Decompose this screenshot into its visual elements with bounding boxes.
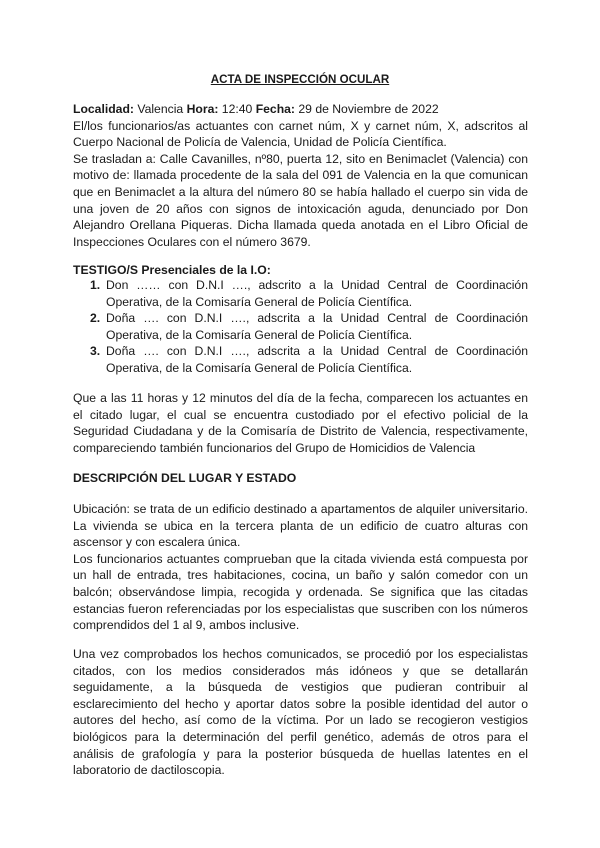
- list-item: [73, 277, 528, 310]
- hora-label: Hora:: [186, 102, 219, 116]
- hora-value: 12:40: [218, 102, 256, 116]
- descripcion-heading: DESCRIPCIÓN DEL LUGAR Y ESTADO: [73, 471, 297, 485]
- list-item-number: 1.: [90, 278, 101, 292]
- comparecencia-paragraph: Que a las 11 horas y 12 minutos del día de la fecha, comparecen los actuantes en el citado lugar, el cual se encuentra custodiado por el efectivo policial de la Seguridad Ciudadana y de la Comisaría de Distrito de Valencia, respectivamente, compareciendo también funcionarios del Grupo de Homicidios de Valencia: [73, 391, 528, 455]
- meta-block: [73, 101, 528, 250]
- meta-line: [73, 101, 528, 118]
- list-item-text: Doña …. con D.N.I …., adscrita a la Unidad Central de Coordinación Operativa, de la Comisaría General de Policía Científica.: [106, 311, 528, 342]
- testigos-list: [73, 277, 528, 377]
- localidad-label: Localidad:: [73, 102, 134, 116]
- vestigios-block: [73, 646, 528, 779]
- traslado-paragraph: Se trasladan a: Calle Cavanilles, nº80, puerta 12, sito en Benimaclet (Valencia) con motivo de: llamada procedente de la sala del 091 de Valencia en la que comunican que en Benimaclet a la altura del número 80 se había hallado el cuerpo sin vida de una joven de 20 años con signos de intoxicación aguda, denunciado por Don Alejandro Orellana Piqueras. Dicha llamada queda anotada en el Libro Oficial de Inspecciones Oculares con el número 3679.: [73, 151, 528, 249]
- list-item-text: Doña …. con D.N.I …., adscrita a la Unidad Central de Coordinación Operativa, de la Comisaría General de Policía Científica.: [106, 344, 528, 375]
- funcionarios-paragraph: El/los funcionarios/as actuantes con carnet núm, X y carnet núm, X, adscritos al Cuerpo Nacional de Policía de Valencia, Unidad de Policía Científica.: [73, 118, 528, 150]
- list-item-number: 2.: [90, 311, 101, 326]
- comparecencia-block: [73, 390, 528, 456]
- fecha-value: 29 de Noviembre de 2022: [294, 102, 439, 116]
- testigos-heading: TESTIGO/S Presenciales de la I.O:: [73, 263, 271, 277]
- list-item: [73, 310, 528, 343]
- vestigios-paragraph: Una vez comprobados los hechos comunicados, se procedió por los especialistas citados, con los medios considerados más idóneos y que se detallarán seguidamente, a la búsqueda de vestigios que pudieran contribuir al esclarecimiento del hecho y aportar datos sobre la posible identidad del autor o autores del hecho, así como de la víctima. Por un lado se recogieron vestigios biológicos para la determinación del perfil genético, además de otros para el análisis de grafología y para la posterior búsqueda de huellas latentes en el laboratorio de dactiloscopia.: [73, 647, 528, 778]
- list-item-text: Don …… con D.N.I …., adscrito a la Unidad Central de Coordinación Operativa, de la Comisaría General de Policía Científica.: [106, 278, 528, 309]
- ubicacion-paragraph: Ubicación: se trata de un edificio destinado a apartamentos de alquiler universitario. La vivienda se ubica en la tercera planta de un edificio de cuatro alturas con ascensor y con escalera única.: [73, 502, 528, 550]
- list-item-number: 3.: [90, 344, 101, 359]
- vivienda-paragraph: Los funcionarios actuantes comprueban que la citada vivienda está compuesta por un hall de entrada, tres habitaciones, cocina, un baño y salón comedor con un balcón; observándose limpia, recogida y ordenada. Se significa que las citadas estancias fueron referenciadas por los especialistas que suscriben con los números comprendidos del 1 al 9, ambos inclusive.: [73, 551, 528, 633]
- document-title: ACTA DE INSPECCIÓN OCULAR: [210, 73, 390, 86]
- descripcion-block: [73, 501, 528, 634]
- fecha-label: Fecha:: [255, 102, 295, 116]
- localidad-value: Valencia: [133, 102, 187, 116]
- list-item: [73, 343, 528, 376]
